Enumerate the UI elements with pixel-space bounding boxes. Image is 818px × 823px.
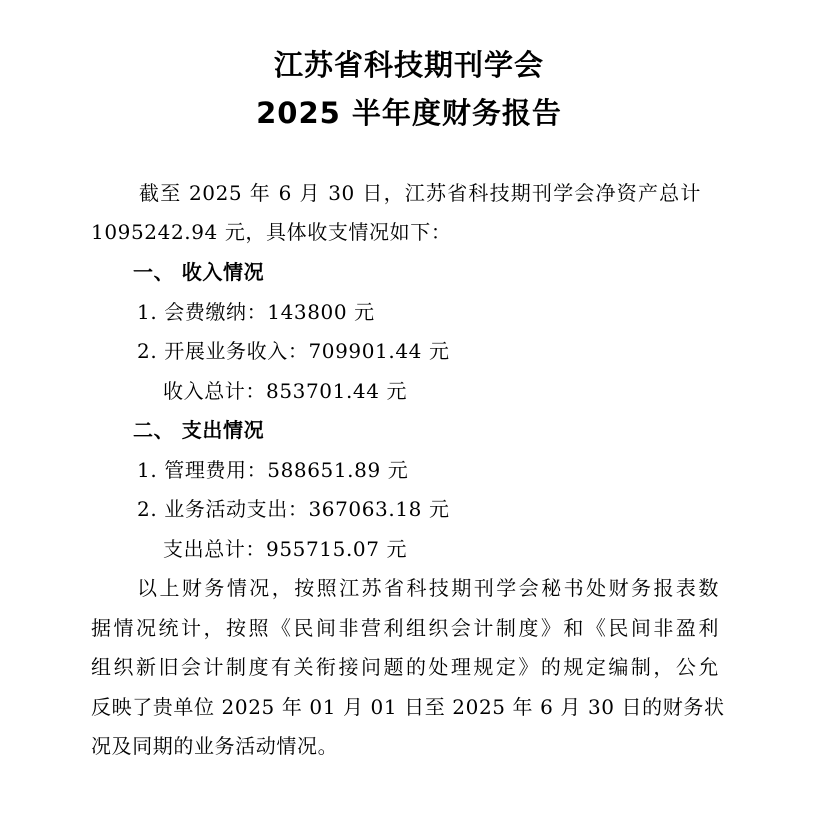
income-heading: 一、 收入情况 [133,260,265,284]
closing-line-4: 反映了贵单位 2025 年 01 月 01 日至 2025 年 6 月 30 日的财务状 [91,695,725,719]
intro-line-1: 截至 2025 年 6 月 30 日，江苏省科技期刊学会净资产总计 [139,181,701,205]
closing-line-5: 况及同期的业务活动情况。 [91,734,339,758]
intro-line-2: 1095242.94 元，具体收支情况如下： [91,220,452,244]
income-total: 收入总计：853701.44 元 [163,379,408,403]
title-line-2: 2025 半年度财务报告 [256,96,562,130]
expense-heading: 二、 支出情况 [133,418,265,442]
income-item-business: 2. 开展业务收入：709901.44 元 [137,339,450,363]
income-item-membership: 1. 会费缴纳：143800 元 [137,300,375,324]
title-line-1: 江苏省科技期刊学会 [273,48,544,82]
expense-item-activities: 2. 业务活动支出：367063.18 元 [137,497,450,521]
expense-item-management: 1. 管理费用：588651.89 元 [137,458,409,482]
closing-line-1: 以上财务情况，按照江苏省科技期刊学会秘书处财务报表数 [137,576,719,600]
closing-line-3: 组织新旧会计制度有关衔接问题的处理规定》的规定编制，公允 [91,655,719,679]
expense-total: 支出总计：955715.07 元 [163,537,408,561]
closing-line-2: 据情况统计，按照《民间非营利组织会计制度》和《民间非盈利 [91,616,719,640]
